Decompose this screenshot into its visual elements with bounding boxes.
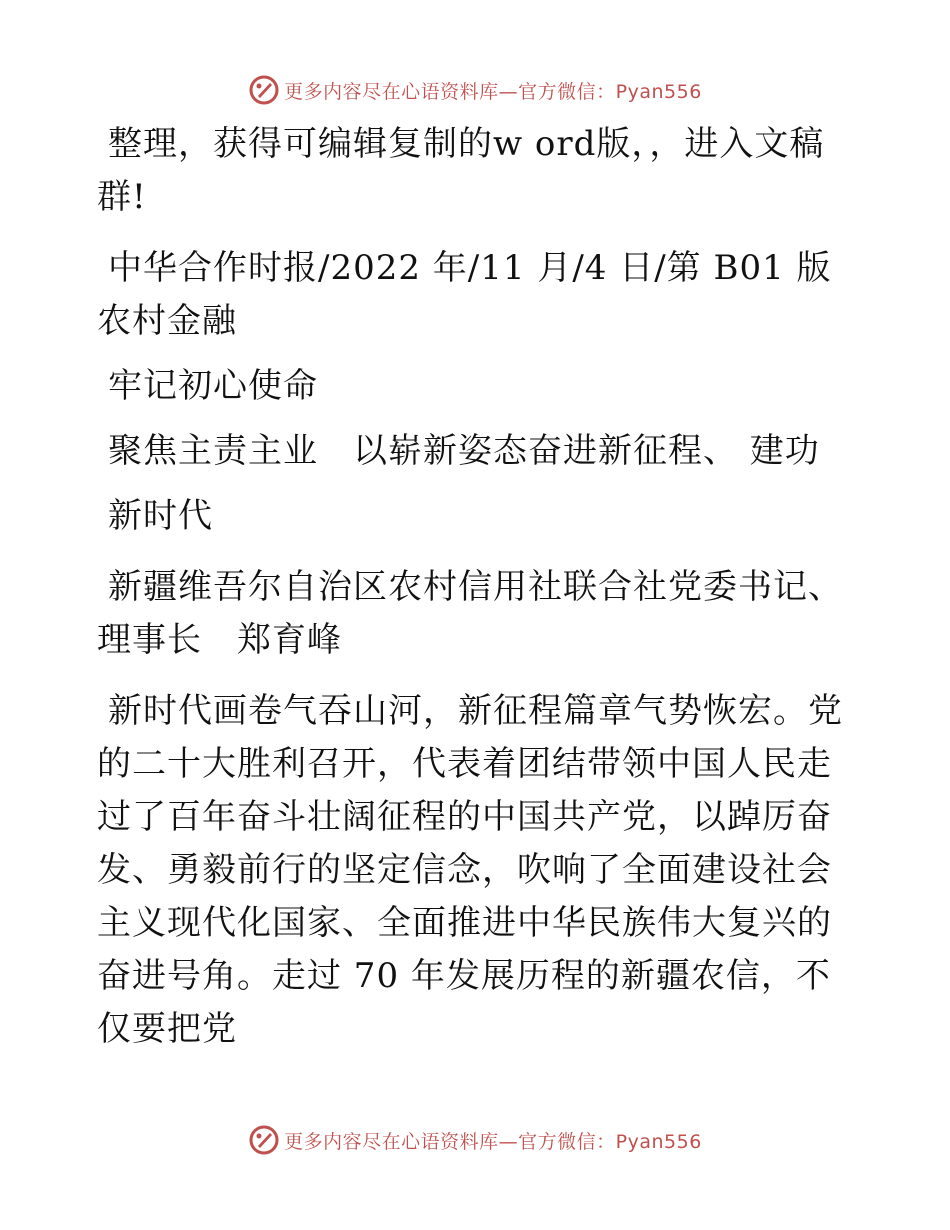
paragraph-title-line1: 牢记初心使命 xyxy=(108,366,318,406)
pen-seal-logo-icon xyxy=(248,74,280,106)
document-body xyxy=(97,118,857,1056)
footer-watermark xyxy=(0,1120,950,1160)
paragraph-title-line3: 新时代 xyxy=(108,496,213,536)
watermark-text: 更多内容尽在心语资料库—官方微信：Pyan556 xyxy=(284,1130,702,1153)
paragraph-title-line2: 聚焦主责主业 以崭新姿态奋进新征程、 建功 xyxy=(108,431,820,471)
paragraph-source: 中华合作时报/2022 年/11 月/4 日/第 B01 版农村金融 xyxy=(97,248,832,341)
header-watermark xyxy=(0,70,950,110)
paragraph-intro: 整理，获得可编辑复制的w ord版，，进入文稿群! xyxy=(97,124,825,217)
watermark-text: 更多内容尽在心语资料库—官方微信：Pyan556 xyxy=(284,80,702,103)
paragraph-author: 新疆维吾尔自治区农村信用社联合社党委书记、理事长 郑育峰 xyxy=(97,567,843,660)
paragraph-body: 新时代画卷气吞山河，新征程篇章气势恢宏。党的二十大胜利召开，代表着团结带领中国人民走过了百年奋斗壮阔征程的中国共产党，以踔厉奋发、勇毅前行的坚定信念，吹响了全面建设社会主义现代化国家、全面推进中华民族伟大复兴的奋进号角。走过 70 年发展历程的新疆农信，不仅要把党 xyxy=(97,691,843,1049)
pen-seal-logo-icon xyxy=(248,1124,280,1156)
